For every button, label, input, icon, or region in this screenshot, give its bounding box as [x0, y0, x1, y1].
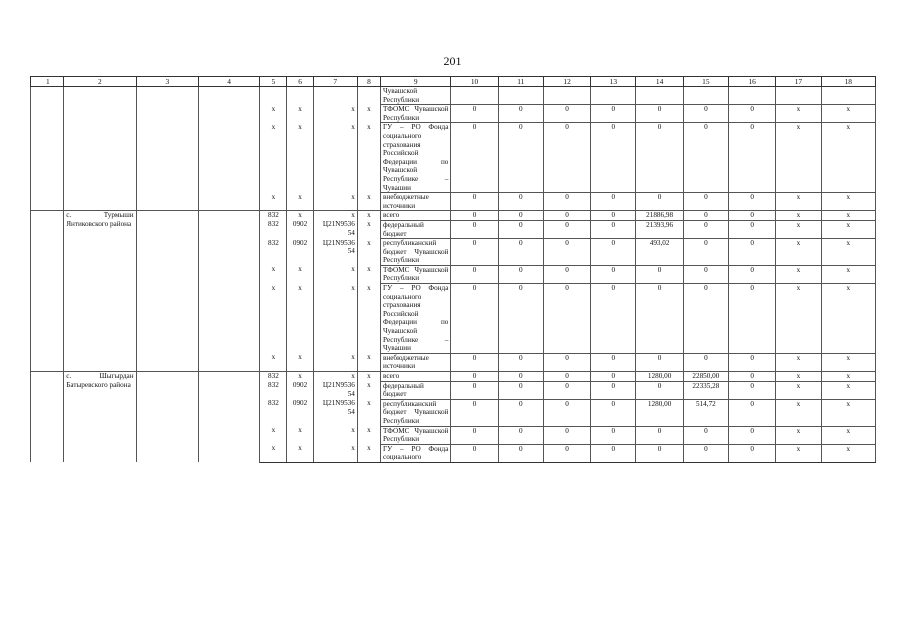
value-col18: x [821, 381, 875, 399]
cell-col5: x [260, 426, 287, 444]
cell-col7: x [313, 372, 357, 382]
value-col11: 0 [498, 372, 543, 382]
cell-col6: x [287, 353, 313, 371]
value-col14: 0 [636, 444, 683, 462]
value-col18: x [821, 193, 875, 211]
value-col13: 0 [591, 372, 636, 382]
cell-col5: 832 [260, 399, 287, 426]
cell-col5: 832 [260, 381, 287, 399]
funding-source: федеральный бюджет [381, 220, 451, 238]
cell-col1 [31, 211, 64, 372]
value-col13: 0 [591, 265, 636, 283]
budget-table [30, 76, 876, 463]
cell-col8: x [357, 444, 380, 462]
value-col13: 0 [591, 123, 636, 193]
column-header-8: 8 [357, 77, 380, 87]
cell-col7: Ц21N9536 54 [313, 239, 357, 266]
value-col11: 0 [498, 399, 543, 426]
cell-col8: x [357, 220, 380, 238]
column-header-2: 2 [64, 77, 136, 87]
cell-col8: x [357, 372, 380, 382]
value-col16: 0 [729, 220, 776, 238]
funding-source: ТФОМС Чувашской Республики [381, 426, 451, 444]
value-col16: 0 [729, 426, 776, 444]
cell-col3 [136, 372, 198, 463]
value-col11: 0 [498, 284, 543, 354]
value-col15: 0 [683, 353, 728, 371]
value-col17: x [776, 372, 821, 382]
value-col12: 0 [543, 284, 590, 354]
value-col14: 0 [636, 265, 683, 283]
cell-col5: 832 [260, 239, 287, 266]
table-body [31, 87, 876, 463]
value-col13: 0 [591, 193, 636, 211]
value-col13: 0 [591, 239, 636, 266]
cell-col1 [31, 372, 64, 463]
value-col14: 1280,00 [636, 372, 683, 382]
column-header-1: 1 [31, 77, 64, 87]
cell-col5: 832 [260, 211, 287, 221]
value-col14: 0 [636, 105, 683, 123]
value-col18: x [821, 123, 875, 193]
cell-col6: x [287, 211, 313, 221]
column-header-12: 12 [543, 77, 590, 87]
value-col17 [776, 87, 821, 105]
funding-source: внебюджетные источники [381, 193, 451, 211]
value-col15: 22335,28 [683, 381, 728, 399]
value-col12: 0 [543, 193, 590, 211]
value-col18: x [821, 265, 875, 283]
value-col15: 0 [683, 284, 728, 354]
value-col16: 0 [729, 444, 776, 462]
value-col10: 0 [451, 193, 498, 211]
column-header-18: 18 [821, 77, 875, 87]
value-col14: 0 [636, 426, 683, 444]
cell-col5: 832 [260, 372, 287, 382]
cell-col8: x [357, 426, 380, 444]
column-header-6: 6 [287, 77, 313, 87]
value-col12: 0 [543, 265, 590, 283]
value-col10: 0 [451, 399, 498, 426]
cell-col7: x [313, 265, 357, 283]
cell-col8: x [357, 284, 380, 354]
value-col11: 0 [498, 353, 543, 371]
cell-col8 [357, 87, 380, 105]
value-col15: 0 [683, 239, 728, 266]
value-col14 [636, 87, 683, 105]
funding-source: федеральный бюджет [381, 381, 451, 399]
value-col17: x [776, 353, 821, 371]
value-col10 [451, 87, 498, 105]
value-col17: x [776, 239, 821, 266]
funding-source: Чувашской Республики [381, 87, 451, 105]
cell-col4 [198, 372, 259, 463]
value-col15: 0 [683, 265, 728, 283]
cell-col5 [260, 87, 287, 105]
value-col18: x [821, 399, 875, 426]
value-col12: 0 [543, 220, 590, 238]
value-col16: 0 [729, 372, 776, 382]
value-col12: 0 [543, 353, 590, 371]
value-col15: 514,72 [683, 399, 728, 426]
cell-col4 [198, 87, 259, 211]
value-col17: x [776, 265, 821, 283]
cell-col8: x [357, 123, 380, 193]
settlement-name [64, 87, 136, 211]
cell-col7: x [313, 211, 357, 221]
value-col10: 0 [451, 381, 498, 399]
value-col12: 0 [543, 105, 590, 123]
funding-source: ТФОМС Чувашской Республики [381, 265, 451, 283]
cell-col7: Ц21N9536 54 [313, 381, 357, 399]
value-col11: 0 [498, 265, 543, 283]
column-header-7: 7 [313, 77, 357, 87]
column-header-14: 14 [636, 77, 683, 87]
value-col10: 0 [451, 211, 498, 221]
table-row [31, 372, 876, 382]
cell-col6: x [287, 265, 313, 283]
cell-col8: x [357, 105, 380, 123]
value-col15: 0 [683, 123, 728, 193]
cell-col8: x [357, 265, 380, 283]
value-col10: 0 [451, 372, 498, 382]
value-col12: 0 [543, 381, 590, 399]
value-col12 [543, 87, 590, 105]
value-col14: 1280,00 [636, 399, 683, 426]
cell-col3 [136, 211, 198, 372]
funding-source: республиканский бюджет Чувашской Республики [381, 239, 451, 266]
value-col14: 21886,98 [636, 211, 683, 221]
value-col17: x [776, 105, 821, 123]
funding-source: ГУ – РО Фонда социального страхования Российской Федерации по Чувашской Республике – Чувашии [381, 123, 451, 193]
cell-col7 [313, 87, 357, 105]
value-col10: 0 [451, 426, 498, 444]
cell-col7: x [313, 284, 357, 354]
cell-col6: x [287, 123, 313, 193]
value-col17: x [776, 211, 821, 221]
value-col10: 0 [451, 123, 498, 193]
value-col12: 0 [543, 123, 590, 193]
value-col14: 0 [636, 353, 683, 371]
funding-source: республиканский бюджет Чувашской Республики [381, 399, 451, 426]
value-col18: x [821, 211, 875, 221]
cell-col7: x [313, 105, 357, 123]
value-col15 [683, 87, 728, 105]
value-col11: 0 [498, 211, 543, 221]
funding-source: ГУ – РО Фонда социального страхования Российской Федерации по Чувашской Республике – Чувашии [381, 284, 451, 354]
cell-col6: x [287, 372, 313, 382]
cell-col7: x [313, 123, 357, 193]
column-header-15: 15 [683, 77, 728, 87]
value-col17: x [776, 426, 821, 444]
column-header-11: 11 [498, 77, 543, 87]
cell-col6: x [287, 426, 313, 444]
cell-col8: x [357, 399, 380, 426]
cell-col6: 0902 [287, 239, 313, 266]
value-col17: x [776, 123, 821, 193]
value-col14: 0 [636, 123, 683, 193]
value-col14: 0 [636, 381, 683, 399]
value-col13: 0 [591, 220, 636, 238]
value-col11: 0 [498, 444, 543, 462]
value-col12: 0 [543, 372, 590, 382]
value-col17: x [776, 284, 821, 354]
value-col18: x [821, 105, 875, 123]
value-col16: 0 [729, 353, 776, 371]
cell-col6: x [287, 105, 313, 123]
value-col10: 0 [451, 220, 498, 238]
value-col16: 0 [729, 211, 776, 221]
value-col17: x [776, 399, 821, 426]
value-col15: 0 [683, 211, 728, 221]
value-col15: 0 [683, 220, 728, 238]
value-col10: 0 [451, 105, 498, 123]
value-col15: 0 [683, 444, 728, 462]
cell-col8: x [357, 211, 380, 221]
value-col16: 0 [729, 239, 776, 266]
cell-col6: 0902 [287, 381, 313, 399]
column-header-17: 17 [776, 77, 821, 87]
value-col11: 0 [498, 220, 543, 238]
value-col16: 0 [729, 265, 776, 283]
column-header-5: 5 [260, 77, 287, 87]
value-col16: 0 [729, 399, 776, 426]
value-col15: 0 [683, 193, 728, 211]
value-col17: x [776, 381, 821, 399]
cell-col5: x [260, 105, 287, 123]
cell-col7: Ц21N9536 54 [313, 220, 357, 238]
value-col18: x [821, 220, 875, 238]
page-number: 201 [443, 54, 462, 68]
value-col15: 22850,00 [683, 372, 728, 382]
funding-source: внебюджетные источники [381, 353, 451, 371]
cell-col5: x [260, 193, 287, 211]
value-col18 [821, 87, 875, 105]
cell-col7: Ц21N9536 54 [313, 399, 357, 426]
cell-col3 [136, 87, 198, 211]
value-col18: x [821, 444, 875, 462]
cell-col5: x [260, 123, 287, 193]
value-col12: 0 [543, 239, 590, 266]
value-col11: 0 [498, 105, 543, 123]
value-col13 [591, 87, 636, 105]
cell-col5: x [260, 284, 287, 354]
column-number-row [31, 77, 876, 87]
value-col10: 0 [451, 284, 498, 354]
value-col16: 0 [729, 381, 776, 399]
cell-col7: x [313, 193, 357, 211]
column-header-16: 16 [729, 77, 776, 87]
value-col13: 0 [591, 381, 636, 399]
value-col16 [729, 87, 776, 105]
value-col10: 0 [451, 239, 498, 266]
cell-col5: x [260, 265, 287, 283]
table-row [31, 87, 876, 105]
cell-col5: x [260, 444, 287, 462]
settlement-name: с. Шыгырдан Батыревского района [64, 372, 136, 463]
value-col11: 0 [498, 381, 543, 399]
value-col13: 0 [591, 105, 636, 123]
column-header-10: 10 [451, 77, 498, 87]
cell-col7: x [313, 426, 357, 444]
value-col13: 0 [591, 211, 636, 221]
value-col11: 0 [498, 193, 543, 211]
value-col14: 21393,96 [636, 220, 683, 238]
value-col12: 0 [543, 426, 590, 444]
value-col16: 0 [729, 105, 776, 123]
value-col13: 0 [591, 353, 636, 371]
value-col15: 0 [683, 426, 728, 444]
value-col14: 493,02 [636, 239, 683, 266]
value-col11: 0 [498, 426, 543, 444]
cell-col8: x [357, 381, 380, 399]
value-col13: 0 [591, 426, 636, 444]
value-col18: x [821, 372, 875, 382]
cell-col7: x [313, 353, 357, 371]
value-col16: 0 [729, 193, 776, 211]
cell-col7: x [313, 444, 357, 462]
value-col12: 0 [543, 211, 590, 221]
value-col11: 0 [498, 239, 543, 266]
column-header-9: 9 [381, 77, 451, 87]
value-col12: 0 [543, 444, 590, 462]
table-row [31, 211, 876, 221]
cell-col6: x [287, 193, 313, 211]
cell-col5: x [260, 353, 287, 371]
value-col11 [498, 87, 543, 105]
value-col18: x [821, 426, 875, 444]
column-header-13: 13 [591, 77, 636, 87]
funding-source: всего [381, 211, 451, 221]
value-col16: 0 [729, 284, 776, 354]
funding-source: всего [381, 372, 451, 382]
value-col14: 0 [636, 193, 683, 211]
cell-col6: 0902 [287, 399, 313, 426]
column-header-3: 3 [136, 77, 198, 87]
cell-col8: x [357, 239, 380, 266]
value-col13: 0 [591, 284, 636, 354]
value-col17: x [776, 193, 821, 211]
value-col11: 0 [498, 123, 543, 193]
cell-col6: x [287, 444, 313, 462]
value-col16: 0 [729, 123, 776, 193]
funding-source: ГУ – РО Фонда социального [381, 444, 451, 462]
value-col13: 0 [591, 444, 636, 462]
settlement-name: с. Турмыши Янтиковского района [64, 211, 136, 372]
value-col17: x [776, 220, 821, 238]
value-col18: x [821, 284, 875, 354]
cell-col6 [287, 87, 313, 105]
cell-col6: 0902 [287, 220, 313, 238]
cell-col8: x [357, 353, 380, 371]
cell-col6: x [287, 284, 313, 354]
value-col10: 0 [451, 353, 498, 371]
column-header-4: 4 [198, 77, 259, 87]
cell-col5: 832 [260, 220, 287, 238]
cell-col4 [198, 211, 259, 372]
value-col12: 0 [543, 399, 590, 426]
value-col17: x [776, 444, 821, 462]
value-col15: 0 [683, 105, 728, 123]
value-col13: 0 [591, 399, 636, 426]
cell-col1 [31, 87, 64, 211]
funding-source: ТФОМС Чувашской Республики [381, 105, 451, 123]
value-col18: x [821, 239, 875, 266]
value-col14: 0 [636, 284, 683, 354]
value-col10: 0 [451, 265, 498, 283]
value-col18: x [821, 353, 875, 371]
cell-col8: x [357, 193, 380, 211]
value-col10: 0 [451, 444, 498, 462]
